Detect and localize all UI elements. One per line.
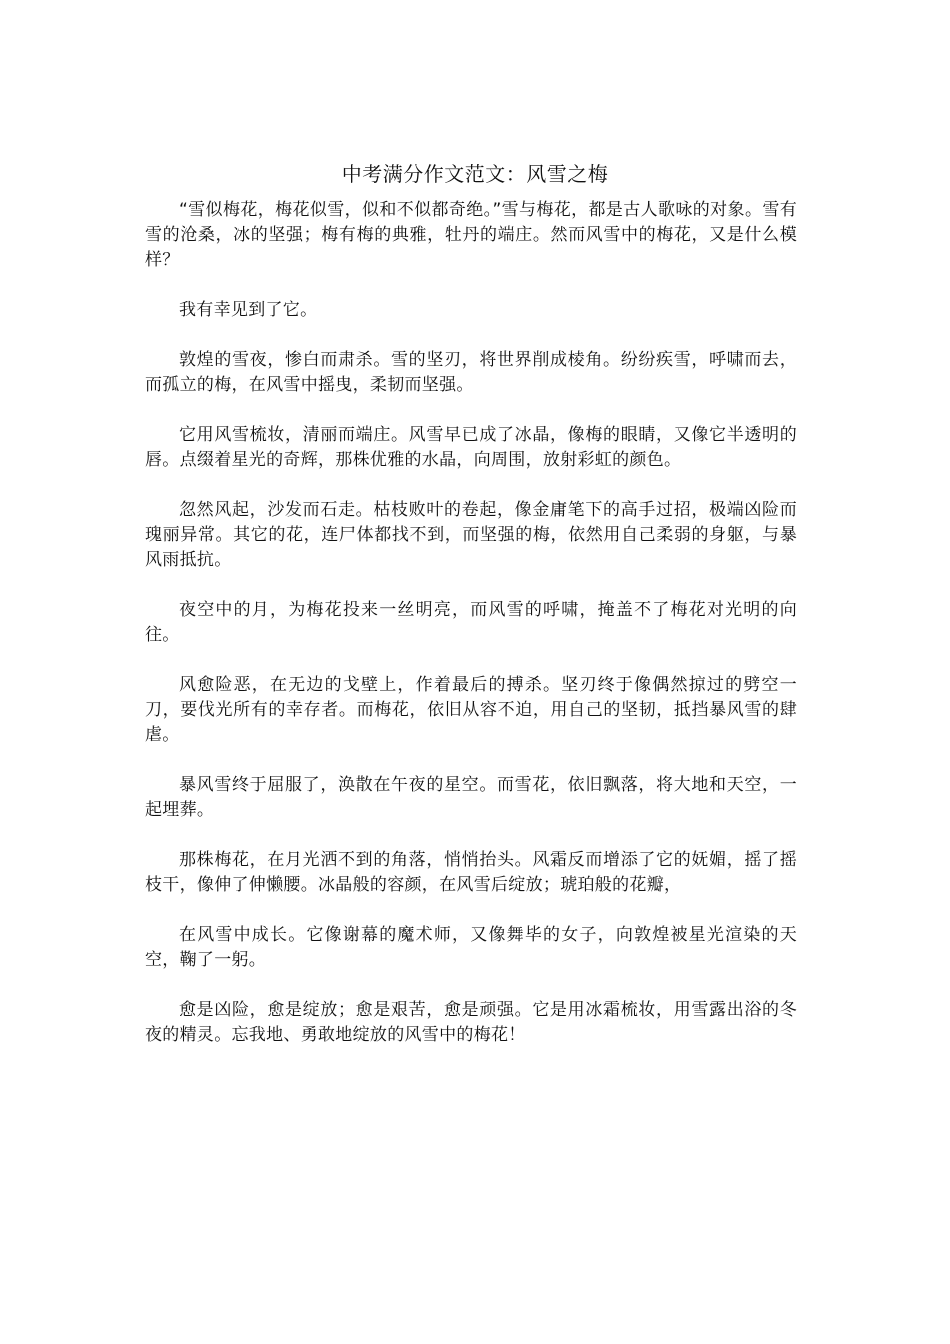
paragraph-2: 我有幸见到了它。	[179, 300, 318, 320]
paragraph-1: “雪似梅花，梅花似雪，似和不似都奇绝。”雪与梅花，都是古人歌咏的对象。雪有雪的沧桑，冰的坚强；梅有梅的典雅，牡丹的端庄。然而风雪中的梅花，又是什么模样？	[145, 200, 797, 270]
paragraph-5: 忽然风起，沙发而石走。枯枝败叶的卷起，像金庸笔下的高手过招，极端凶险而瑰丽异常。其它的花，连尸体都找不到，而坚强的梅，依然用自己柔弱的身躯，与暴风雨抵抗。	[145, 500, 797, 570]
paragraph-8: 暴风雪终于屈服了，涣散在午夜的星空。而雪花，依旧飘落，将大地和天空，一起埋葬。	[145, 775, 797, 820]
document-title: 中考满分作文范文：风雪之梅	[341, 162, 609, 186]
paragraph-3: 敦煌的雪夜，惨白而肃杀。雪的坚刃，将世界削成棱角。纷纷疾雪，呼啸而去，而孤立的梅，在风雪中摇曳，柔韧而坚强。	[145, 350, 797, 395]
paragraph-6: 夜空中的月，为梅花投来一丝明亮，而风雪的呼啸，掩盖不了梅花对光明的向往。	[145, 600, 797, 645]
paragraph-7: 风愈险恶，在无边的戈壁上，作着最后的搏杀。坚刃终于像偶然掠过的劈空一刀，要伐光所有的幸存者。而梅花，依旧从容不迫，用自己的坚韧，抵挡暴风雪的肆虐。	[145, 675, 797, 745]
document-body	[145, 198, 797, 1073]
paragraph-11: 愈是凶险，愈是绽放；愈是艰苦，愈是顽强。它是用冰霜梳妆，用雪露出浴的冬夜的精灵。忘我地、勇敢地绽放的风雪中的梅花！	[145, 1000, 797, 1045]
paragraph-9: 那株梅花，在月光洒不到的角落，悄悄抬头。风霜反而增添了它的妩媚，摇了摇枝干，像伸了伸懒腰。冰晶般的容颜，在风雪后绽放；琥珀般的花瓣，	[145, 850, 797, 895]
paragraph-4: 它用风雪梳妆，清丽而端庄。风雪早已成了冰晶，像梅的眼睛，又像它半透明的唇。点缀着星光的奇辉，那株优雅的水晶，向周围，放射彩虹的颜色。	[145, 425, 797, 470]
paragraph-10: 在风雪中成长。它像谢幕的魔术师，又像舞毕的女子，向敦煌被星光渲染的天空，鞠了一躬。	[145, 925, 797, 970]
